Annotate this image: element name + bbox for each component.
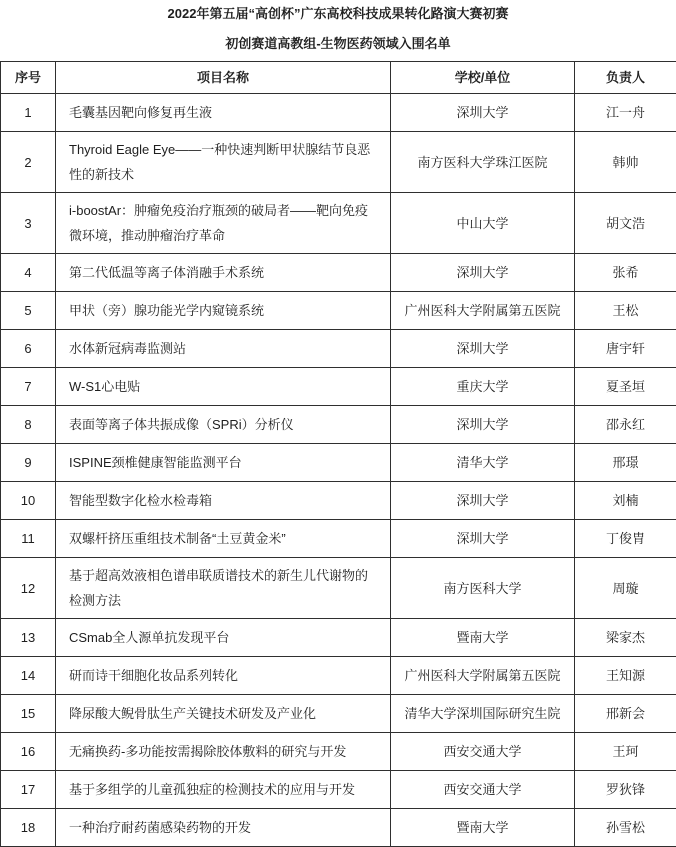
table-row [1,330,676,368]
table-row [1,368,676,406]
project-name-cell: 表面等离子体共振成像（SPRi）分析仪 [56,406,391,444]
school-cell: 暨南大学 [391,809,575,847]
table-row [1,520,676,558]
school-cell: 清华大学 [391,444,575,482]
project-name-cell: 基于超高效液相色谱串联质谱技术的新生儿代谢物的检测方法 [56,558,391,619]
header-row [1,62,676,94]
table-row [1,292,676,330]
table-row [1,809,676,847]
project-name-cell: 毛囊基因靶向修复再生液 [56,94,391,132]
table-row [1,193,676,254]
leader-cell: 邢新会 [575,695,676,733]
school-cell: 深圳大学 [391,330,575,368]
row-index-cell: 2 [1,132,56,193]
table-body [1,94,676,847]
shortlist-table [0,61,676,847]
project-name-cell: 研而诗干细胞化妆品系列转化 [56,657,391,695]
row-index-cell: 14 [1,657,56,695]
row-index-cell: 1 [1,94,56,132]
leader-cell: 王松 [575,292,676,330]
project-name-cell: 双螺杆挤压重组技术制备“土豆黄金米” [56,520,391,558]
table-row [1,558,676,619]
row-index-cell: 18 [1,809,56,847]
leader-cell: 夏圣垣 [575,368,676,406]
project-name-cell: 甲状（旁）腺功能光学内窥镜系统 [56,292,391,330]
school-cell: 南方医科大学珠江医院 [391,132,575,193]
page-subtitle: 初创赛道高教组-生物医药领域入围名单 [0,36,676,52]
row-index-cell: 4 [1,254,56,292]
leader-cell: 丁俊胄 [575,520,676,558]
leader-cell: 王知源 [575,657,676,695]
project-name-cell: CSmab全人源单抗发现平台 [56,619,391,657]
school-cell: 暨南大学 [391,619,575,657]
leader-cell: 刘楠 [575,482,676,520]
table-row [1,619,676,657]
row-index-cell: 15 [1,695,56,733]
row-index-cell: 13 [1,619,56,657]
row-index-cell: 16 [1,733,56,771]
table-row [1,94,676,132]
project-name-cell: Thyroid Eagle Eye——一种快速判断甲状腺结节良恶性的新技术 [56,132,391,193]
school-cell: 清华大学深圳国际研究生院 [391,695,575,733]
leader-cell: 韩帅 [575,132,676,193]
project-name-cell: 降尿酸大鲵骨肽生产关键技术研发及产业化 [56,695,391,733]
school-cell: 深圳大学 [391,482,575,520]
school-cell: 南方医科大学 [391,558,575,619]
school-cell: 深圳大学 [391,406,575,444]
leader-cell: 唐宇轩 [575,330,676,368]
table-row [1,771,676,809]
row-index-cell: 8 [1,406,56,444]
leader-cell: 江一舟 [575,94,676,132]
project-name-cell: i-boostAr：肿瘤免疫治疗瓶颈的破局者——靶向免疫微环境，推动肿瘤治疗革命 [56,193,391,254]
row-index-cell: 10 [1,482,56,520]
table-row [1,444,676,482]
row-index-cell: 12 [1,558,56,619]
project-name-cell: 水体新冠病毒监测站 [56,330,391,368]
leader-cell: 张希 [575,254,676,292]
header-project-name: 项目名称 [56,62,391,94]
leader-cell: 周璇 [575,558,676,619]
table-row [1,657,676,695]
leader-cell: 罗狄锋 [575,771,676,809]
header-leader: 负责人 [575,62,676,94]
school-cell: 西安交通大学 [391,733,575,771]
leader-cell: 胡文浩 [575,193,676,254]
project-name-cell: 智能型数字化检水检毒箱 [56,482,391,520]
table-row [1,132,676,193]
school-cell: 深圳大学 [391,94,575,132]
project-name-cell: 第二代低温等离子体消融手术系统 [56,254,391,292]
table-row [1,733,676,771]
school-cell: 广州医科大学附属第五医院 [391,657,575,695]
school-cell: 广州医科大学附属第五医院 [391,292,575,330]
row-index-cell: 3 [1,193,56,254]
row-index-cell: 11 [1,520,56,558]
leader-cell: 孙雪松 [575,809,676,847]
school-cell: 深圳大学 [391,520,575,558]
table-row [1,406,676,444]
header-no: 序号 [1,62,56,94]
project-name-cell: ISPINE颈椎健康智能监测平台 [56,444,391,482]
row-index-cell: 9 [1,444,56,482]
row-index-cell: 5 [1,292,56,330]
leader-cell: 邢璟 [575,444,676,482]
school-cell: 重庆大学 [391,368,575,406]
school-cell: 中山大学 [391,193,575,254]
leader-cell: 邵永红 [575,406,676,444]
header-school: 学校/单位 [391,62,575,94]
project-name-cell: 一种治疗耐药菌感染药物的开发 [56,809,391,847]
project-name-cell: W-S1心电贴 [56,368,391,406]
project-name-cell: 基于多组学的儿童孤独症的检测技术的应用与开发 [56,771,391,809]
leader-cell: 梁家杰 [575,619,676,657]
project-name-cell: 无痛换药-多功能按需揭除胶体敷料的研究与开发 [56,733,391,771]
school-cell: 深圳大学 [391,254,575,292]
table-row [1,482,676,520]
row-index-cell: 7 [1,368,56,406]
page-title: 2022年第五届“高创杯”广东高校科技成果转化路演大赛初赛 [0,0,676,22]
table-row [1,695,676,733]
row-index-cell: 6 [1,330,56,368]
row-index-cell: 17 [1,771,56,809]
table-row [1,254,676,292]
leader-cell: 王珂 [575,733,676,771]
school-cell: 西安交通大学 [391,771,575,809]
